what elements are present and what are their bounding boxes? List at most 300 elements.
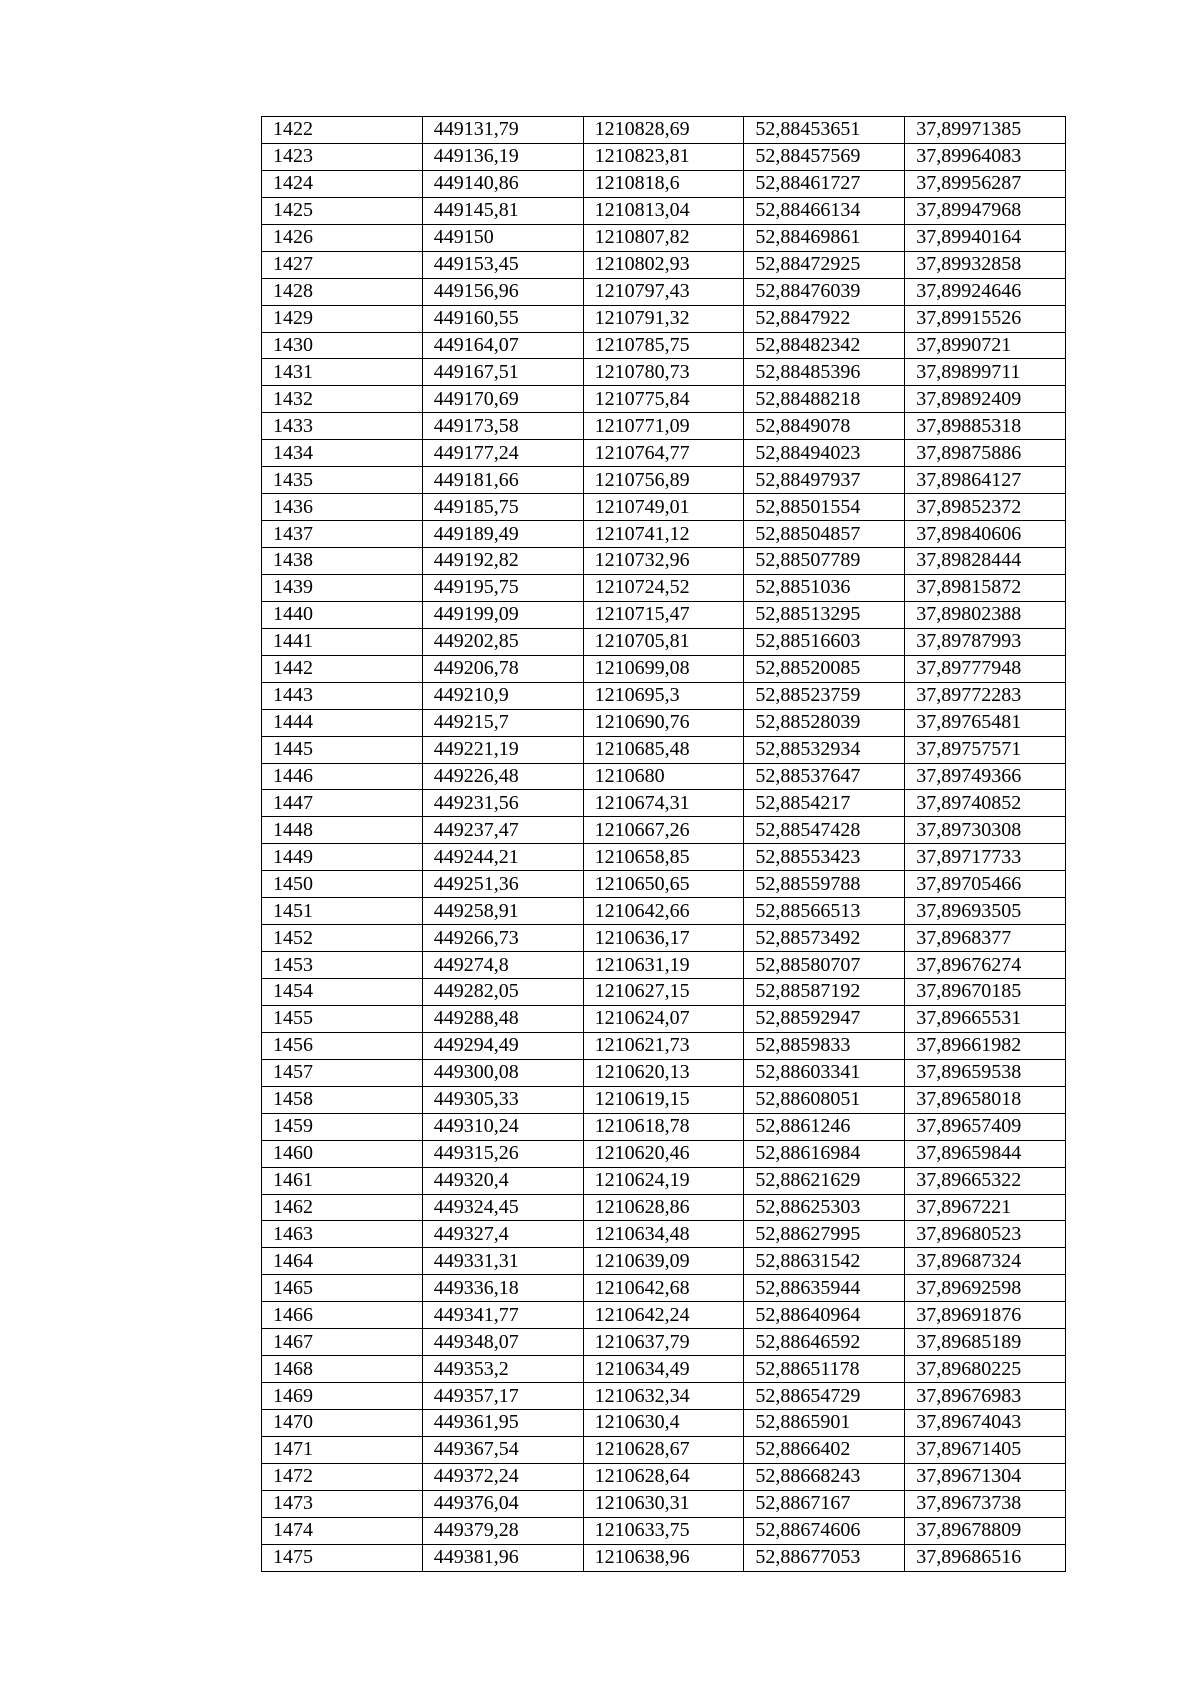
y-coordinate-cell: 1210802,93: [583, 251, 744, 278]
latitude-cell: 52,88627995: [744, 1221, 905, 1248]
point-number-cell: 1448: [262, 817, 423, 844]
table-row: [262, 682, 1066, 709]
latitude-cell: 52,88523759: [744, 682, 905, 709]
y-coordinate-cell: 1210642,24: [583, 1302, 744, 1329]
latitude-cell: 52,88453651: [744, 117, 905, 144]
x-coordinate-cell: 449315,26: [422, 1140, 583, 1167]
longitude-cell: 37,89815872: [905, 574, 1066, 601]
point-number-cell: 1437: [262, 521, 423, 548]
y-coordinate-cell: 1210764,77: [583, 440, 744, 467]
x-coordinate-cell: 449136,19: [422, 143, 583, 170]
x-coordinate-cell: 449153,45: [422, 251, 583, 278]
point-number-cell: 1451: [262, 898, 423, 925]
x-coordinate-cell: 449131,79: [422, 117, 583, 144]
table-row: [262, 494, 1066, 521]
longitude-cell: 37,89864127: [905, 467, 1066, 494]
table-row: [262, 871, 1066, 898]
table-row: [262, 709, 1066, 736]
y-coordinate-cell: 1210636,17: [583, 925, 744, 952]
y-coordinate-cell: 1210631,19: [583, 952, 744, 979]
latitude-cell: 52,88677053: [744, 1544, 905, 1571]
latitude-cell: 52,88553423: [744, 844, 905, 871]
y-coordinate-cell: 1210674,31: [583, 790, 744, 817]
latitude-cell: 52,88520085: [744, 655, 905, 682]
latitude-cell: 52,88472925: [744, 251, 905, 278]
y-coordinate-cell: 1210741,12: [583, 521, 744, 548]
y-coordinate-cell: 1210627,15: [583, 979, 744, 1006]
point-number-cell: 1428: [262, 278, 423, 305]
table-row: [262, 1463, 1066, 1490]
x-coordinate-cell: 449150: [422, 224, 583, 251]
point-number-cell: 1436: [262, 494, 423, 521]
table-row: [262, 1167, 1066, 1194]
longitude-cell: 37,89772283: [905, 682, 1066, 709]
y-coordinate-cell: 1210620,13: [583, 1059, 744, 1086]
x-coordinate-cell: 449353,2: [422, 1356, 583, 1383]
longitude-cell: 37,8968377: [905, 925, 1066, 952]
longitude-cell: 37,89671304: [905, 1463, 1066, 1490]
longitude-cell: 37,89685189: [905, 1329, 1066, 1356]
point-number-cell: 1461: [262, 1167, 423, 1194]
y-coordinate-cell: 1210620,46: [583, 1140, 744, 1167]
x-coordinate-cell: 449210,9: [422, 682, 583, 709]
table-row: [262, 1005, 1066, 1032]
table-row: [262, 359, 1066, 386]
table-row: [262, 1113, 1066, 1140]
point-number-cell: 1450: [262, 871, 423, 898]
latitude-cell: 52,88580707: [744, 952, 905, 979]
point-number-cell: 1432: [262, 386, 423, 413]
point-number-cell: 1440: [262, 601, 423, 628]
point-number-cell: 1425: [262, 197, 423, 224]
longitude-cell: 37,89964083: [905, 143, 1066, 170]
longitude-cell: 37,89885318: [905, 413, 1066, 440]
x-coordinate-cell: 449145,81: [422, 197, 583, 224]
table-row: [262, 1275, 1066, 1302]
y-coordinate-cell: 1210749,01: [583, 494, 744, 521]
y-coordinate-cell: 1210685,48: [583, 736, 744, 763]
table-row: [262, 386, 1066, 413]
y-coordinate-cell: 1210628,64: [583, 1463, 744, 1490]
y-coordinate-cell: 1210634,48: [583, 1221, 744, 1248]
point-number-cell: 1452: [262, 925, 423, 952]
longitude-cell: 37,89676983: [905, 1383, 1066, 1410]
point-number-cell: 1438: [262, 548, 423, 575]
table-row: [262, 548, 1066, 575]
table-row: [262, 440, 1066, 467]
table-row: [262, 763, 1066, 790]
longitude-cell: 37,89940164: [905, 224, 1066, 251]
x-coordinate-cell: 449320,4: [422, 1167, 583, 1194]
point-number-cell: 1459: [262, 1113, 423, 1140]
longitude-cell: 37,89665531: [905, 1005, 1066, 1032]
x-coordinate-cell: 449244,21: [422, 844, 583, 871]
point-number-cell: 1442: [262, 655, 423, 682]
longitude-cell: 37,89787993: [905, 628, 1066, 655]
y-coordinate-cell: 1210618,78: [583, 1113, 744, 1140]
latitude-cell: 52,88651178: [744, 1356, 905, 1383]
x-coordinate-cell: 449357,17: [422, 1383, 583, 1410]
x-coordinate-cell: 449367,54: [422, 1436, 583, 1463]
point-number-cell: 1443: [262, 682, 423, 709]
longitude-cell: 37,89659538: [905, 1059, 1066, 1086]
point-number-cell: 1474: [262, 1517, 423, 1544]
x-coordinate-cell: 449282,05: [422, 979, 583, 1006]
x-coordinate-cell: 449189,49: [422, 521, 583, 548]
y-coordinate-cell: 1210667,26: [583, 817, 744, 844]
point-number-cell: 1433: [262, 413, 423, 440]
x-coordinate-cell: 449192,82: [422, 548, 583, 575]
longitude-cell: 37,89802388: [905, 601, 1066, 628]
y-coordinate-cell: 1210705,81: [583, 628, 744, 655]
point-number-cell: 1426: [262, 224, 423, 251]
longitude-cell: 37,89692598: [905, 1275, 1066, 1302]
y-coordinate-cell: 1210823,81: [583, 143, 744, 170]
point-number-cell: 1439: [262, 574, 423, 601]
y-coordinate-cell: 1210695,3: [583, 682, 744, 709]
latitude-cell: 52,8847922: [744, 305, 905, 332]
longitude-cell: 37,89828444: [905, 548, 1066, 575]
longitude-cell: 37,89777948: [905, 655, 1066, 682]
x-coordinate-cell: 449310,24: [422, 1113, 583, 1140]
longitude-cell: 37,89693505: [905, 898, 1066, 925]
latitude-cell: 52,88631542: [744, 1248, 905, 1275]
latitude-cell: 52,88640964: [744, 1302, 905, 1329]
table-row: [262, 925, 1066, 952]
point-number-cell: 1445: [262, 736, 423, 763]
longitude-cell: 37,89899711: [905, 359, 1066, 386]
longitude-cell: 37,89680225: [905, 1356, 1066, 1383]
point-number-cell: 1460: [262, 1140, 423, 1167]
x-coordinate-cell: 449300,08: [422, 1059, 583, 1086]
table-row: [262, 278, 1066, 305]
point-number-cell: 1469: [262, 1383, 423, 1410]
latitude-cell: 52,88497937: [744, 467, 905, 494]
coordinates-table-body: [262, 117, 1066, 1572]
y-coordinate-cell: 1210638,96: [583, 1544, 744, 1571]
table-row: [262, 628, 1066, 655]
point-number-cell: 1463: [262, 1221, 423, 1248]
longitude-cell: 37,89659844: [905, 1140, 1066, 1167]
latitude-cell: 52,88469861: [744, 224, 905, 251]
table-row: [262, 224, 1066, 251]
y-coordinate-cell: 1210621,73: [583, 1032, 744, 1059]
point-number-cell: 1430: [262, 332, 423, 359]
table-row: [262, 251, 1066, 278]
latitude-cell: 52,88501554: [744, 494, 905, 521]
point-number-cell: 1458: [262, 1086, 423, 1113]
y-coordinate-cell: 1210628,86: [583, 1194, 744, 1221]
point-number-cell: 1454: [262, 979, 423, 1006]
latitude-cell: 52,8865901: [744, 1410, 905, 1437]
y-coordinate-cell: 1210642,66: [583, 898, 744, 925]
latitude-cell: 52,88494023: [744, 440, 905, 467]
x-coordinate-cell: 449372,24: [422, 1463, 583, 1490]
coordinates-table: [261, 116, 1066, 1572]
longitude-cell: 37,89671405: [905, 1436, 1066, 1463]
table-row: [262, 1383, 1066, 1410]
latitude-cell: 52,88654729: [744, 1383, 905, 1410]
table-row: [262, 1221, 1066, 1248]
latitude-cell: 52,88566513: [744, 898, 905, 925]
point-number-cell: 1456: [262, 1032, 423, 1059]
x-coordinate-cell: 449258,91: [422, 898, 583, 925]
point-number-cell: 1464: [262, 1248, 423, 1275]
latitude-cell: 52,88504857: [744, 521, 905, 548]
x-coordinate-cell: 449288,48: [422, 1005, 583, 1032]
y-coordinate-cell: 1210632,34: [583, 1383, 744, 1410]
point-number-cell: 1422: [262, 117, 423, 144]
table-row: [262, 898, 1066, 925]
y-coordinate-cell: 1210642,68: [583, 1275, 744, 1302]
point-number-cell: 1475: [262, 1544, 423, 1571]
x-coordinate-cell: 449215,7: [422, 709, 583, 736]
x-coordinate-cell: 449294,49: [422, 1032, 583, 1059]
longitude-cell: 37,8967221: [905, 1194, 1066, 1221]
latitude-cell: 52,88461727: [744, 170, 905, 197]
point-number-cell: 1424: [262, 170, 423, 197]
latitude-cell: 52,88482342: [744, 332, 905, 359]
latitude-cell: 52,88603341: [744, 1059, 905, 1086]
longitude-cell: 37,89676274: [905, 952, 1066, 979]
x-coordinate-cell: 449160,55: [422, 305, 583, 332]
y-coordinate-cell: 1210628,67: [583, 1436, 744, 1463]
y-coordinate-cell: 1210756,89: [583, 467, 744, 494]
latitude-cell: 52,88485396: [744, 359, 905, 386]
latitude-cell: 52,88587192: [744, 979, 905, 1006]
point-number-cell: 1466: [262, 1302, 423, 1329]
y-coordinate-cell: 1210818,6: [583, 170, 744, 197]
x-coordinate-cell: 449177,24: [422, 440, 583, 467]
table-row: [262, 305, 1066, 332]
table-row: [262, 952, 1066, 979]
latitude-cell: 52,8854217: [744, 790, 905, 817]
x-coordinate-cell: 449164,07: [422, 332, 583, 359]
table-row: [262, 1194, 1066, 1221]
latitude-cell: 52,88532934: [744, 736, 905, 763]
x-coordinate-cell: 449361,95: [422, 1410, 583, 1437]
x-coordinate-cell: 449199,09: [422, 601, 583, 628]
table-row: [262, 1248, 1066, 1275]
longitude-cell: 37,89658018: [905, 1086, 1066, 1113]
table-row: [262, 170, 1066, 197]
latitude-cell: 52,88646592: [744, 1329, 905, 1356]
x-coordinate-cell: 449266,73: [422, 925, 583, 952]
x-coordinate-cell: 449206,78: [422, 655, 583, 682]
y-coordinate-cell: 1210813,04: [583, 197, 744, 224]
table-row: [262, 1140, 1066, 1167]
x-coordinate-cell: 449181,66: [422, 467, 583, 494]
latitude-cell: 52,8851036: [744, 574, 905, 601]
x-coordinate-cell: 449202,85: [422, 628, 583, 655]
table-row: [262, 790, 1066, 817]
longitude-cell: 37,8990721: [905, 332, 1066, 359]
y-coordinate-cell: 1210633,75: [583, 1517, 744, 1544]
table-row: [262, 736, 1066, 763]
x-coordinate-cell: 449237,47: [422, 817, 583, 844]
longitude-cell: 37,89686516: [905, 1544, 1066, 1571]
longitude-cell: 37,89956287: [905, 170, 1066, 197]
x-coordinate-cell: 449185,75: [422, 494, 583, 521]
table-row: [262, 1302, 1066, 1329]
latitude-cell: 52,88547428: [744, 817, 905, 844]
point-number-cell: 1449: [262, 844, 423, 871]
point-number-cell: 1431: [262, 359, 423, 386]
longitude-cell: 37,89680523: [905, 1221, 1066, 1248]
point-number-cell: 1468: [262, 1356, 423, 1383]
table-row: [262, 197, 1066, 224]
latitude-cell: 52,8859833: [744, 1032, 905, 1059]
x-coordinate-cell: 449336,18: [422, 1275, 583, 1302]
x-coordinate-cell: 449170,69: [422, 386, 583, 413]
latitude-cell: 52,88559788: [744, 871, 905, 898]
y-coordinate-cell: 1210807,82: [583, 224, 744, 251]
table-row: [262, 1329, 1066, 1356]
x-coordinate-cell: 449195,75: [422, 574, 583, 601]
longitude-cell: 37,89665322: [905, 1167, 1066, 1194]
latitude-cell: 52,8861246: [744, 1113, 905, 1140]
latitude-cell: 52,88625303: [744, 1194, 905, 1221]
y-coordinate-cell: 1210699,08: [583, 655, 744, 682]
x-coordinate-cell: 449379,28: [422, 1517, 583, 1544]
y-coordinate-cell: 1210658,85: [583, 844, 744, 871]
x-coordinate-cell: 449324,45: [422, 1194, 583, 1221]
y-coordinate-cell: 1210785,75: [583, 332, 744, 359]
longitude-cell: 37,89915526: [905, 305, 1066, 332]
table-row: [262, 1032, 1066, 1059]
longitude-cell: 37,89840606: [905, 521, 1066, 548]
table-row: [262, 655, 1066, 682]
latitude-cell: 52,88457569: [744, 143, 905, 170]
y-coordinate-cell: 1210780,73: [583, 359, 744, 386]
y-coordinate-cell: 1210828,69: [583, 117, 744, 144]
y-coordinate-cell: 1210724,52: [583, 574, 744, 601]
y-coordinate-cell: 1210771,09: [583, 413, 744, 440]
longitude-cell: 37,89691876: [905, 1302, 1066, 1329]
point-number-cell: 1447: [262, 790, 423, 817]
point-number-cell: 1473: [262, 1490, 423, 1517]
point-number-cell: 1435: [262, 467, 423, 494]
latitude-cell: 52,88516603: [744, 628, 905, 655]
latitude-cell: 52,88668243: [744, 1463, 905, 1490]
x-coordinate-cell: 449226,48: [422, 763, 583, 790]
latitude-cell: 52,8867167: [744, 1490, 905, 1517]
longitude-cell: 37,89705466: [905, 871, 1066, 898]
y-coordinate-cell: 1210650,65: [583, 871, 744, 898]
table-row: [262, 332, 1066, 359]
latitude-cell: 52,8849078: [744, 413, 905, 440]
latitude-cell: 52,8866402: [744, 1436, 905, 1463]
y-coordinate-cell: 1210639,09: [583, 1248, 744, 1275]
latitude-cell: 52,88537647: [744, 763, 905, 790]
latitude-cell: 52,88635944: [744, 1275, 905, 1302]
table-row: [262, 117, 1066, 144]
y-coordinate-cell: 1210732,96: [583, 548, 744, 575]
longitude-cell: 37,89875886: [905, 440, 1066, 467]
x-coordinate-cell: 449221,19: [422, 736, 583, 763]
table-row: [262, 574, 1066, 601]
y-coordinate-cell: 1210797,43: [583, 278, 744, 305]
latitude-cell: 52,88507789: [744, 548, 905, 575]
x-coordinate-cell: 449156,96: [422, 278, 583, 305]
table-row: [262, 844, 1066, 871]
y-coordinate-cell: 1210715,47: [583, 601, 744, 628]
point-number-cell: 1427: [262, 251, 423, 278]
latitude-cell: 52,88608051: [744, 1086, 905, 1113]
point-number-cell: 1472: [262, 1463, 423, 1490]
x-coordinate-cell: 449167,51: [422, 359, 583, 386]
x-coordinate-cell: 449341,77: [422, 1302, 583, 1329]
latitude-cell: 52,88674606: [744, 1517, 905, 1544]
latitude-cell: 52,88476039: [744, 278, 905, 305]
longitude-cell: 37,89740852: [905, 790, 1066, 817]
y-coordinate-cell: 1210680: [583, 763, 744, 790]
table-row: [262, 1517, 1066, 1544]
point-number-cell: 1446: [262, 763, 423, 790]
longitude-cell: 37,89657409: [905, 1113, 1066, 1140]
x-coordinate-cell: 449140,86: [422, 170, 583, 197]
latitude-cell: 52,88592947: [744, 1005, 905, 1032]
x-coordinate-cell: 449381,96: [422, 1544, 583, 1571]
longitude-cell: 37,89971385: [905, 117, 1066, 144]
y-coordinate-cell: 1210624,07: [583, 1005, 744, 1032]
y-coordinate-cell: 1210624,19: [583, 1167, 744, 1194]
point-number-cell: 1423: [262, 143, 423, 170]
table-row: [262, 1544, 1066, 1571]
point-number-cell: 1467: [262, 1329, 423, 1356]
longitude-cell: 37,89674043: [905, 1410, 1066, 1437]
point-number-cell: 1470: [262, 1410, 423, 1437]
longitude-cell: 37,89730308: [905, 817, 1066, 844]
longitude-cell: 37,89765481: [905, 709, 1066, 736]
x-coordinate-cell: 449274,8: [422, 952, 583, 979]
longitude-cell: 37,89924646: [905, 278, 1066, 305]
point-number-cell: 1441: [262, 628, 423, 655]
x-coordinate-cell: 449327,4: [422, 1221, 583, 1248]
latitude-cell: 52,88488218: [744, 386, 905, 413]
point-number-cell: 1471: [262, 1436, 423, 1463]
y-coordinate-cell: 1210634,49: [583, 1356, 744, 1383]
table-row: [262, 979, 1066, 1006]
longitude-cell: 37,89661982: [905, 1032, 1066, 1059]
longitude-cell: 37,89757571: [905, 736, 1066, 763]
table-row: [262, 521, 1066, 548]
longitude-cell: 37,89670185: [905, 979, 1066, 1006]
y-coordinate-cell: 1210690,76: [583, 709, 744, 736]
point-number-cell: 1434: [262, 440, 423, 467]
x-coordinate-cell: 449376,04: [422, 1490, 583, 1517]
table-row: [262, 1059, 1066, 1086]
x-coordinate-cell: 449331,31: [422, 1248, 583, 1275]
y-coordinate-cell: 1210630,4: [583, 1410, 744, 1437]
longitude-cell: 37,89673738: [905, 1490, 1066, 1517]
table-row: [262, 1436, 1066, 1463]
table-row: [262, 817, 1066, 844]
latitude-cell: 52,88621629: [744, 1167, 905, 1194]
longitude-cell: 37,89749366: [905, 763, 1066, 790]
y-coordinate-cell: 1210630,31: [583, 1490, 744, 1517]
point-number-cell: 1429: [262, 305, 423, 332]
longitude-cell: 37,89892409: [905, 386, 1066, 413]
point-number-cell: 1457: [262, 1059, 423, 1086]
longitude-cell: 37,89687324: [905, 1248, 1066, 1275]
table-row: [262, 143, 1066, 170]
table-row: [262, 601, 1066, 628]
y-coordinate-cell: 1210775,84: [583, 386, 744, 413]
table-row: [262, 1490, 1066, 1517]
latitude-cell: 52,88573492: [744, 925, 905, 952]
y-coordinate-cell: 1210637,79: [583, 1329, 744, 1356]
